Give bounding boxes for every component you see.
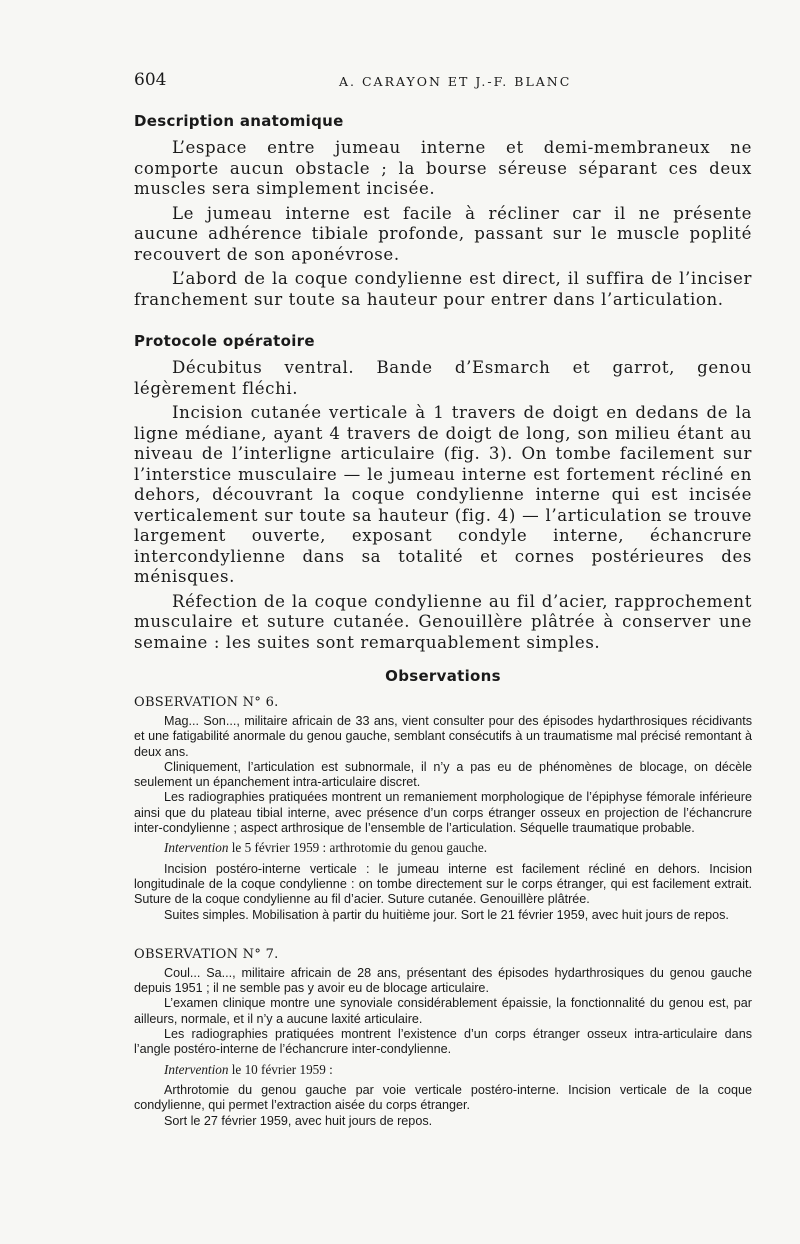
- paragraph: Coul... Sa..., militaire africain de 28 ans, présentant des épisodes hydarthrosiques du genou gauche depuis 1951 ; il ne semble pas y avoir eu de blocage articulaire.: [134, 965, 752, 996]
- observation-6: [134, 695, 752, 923]
- page: [134, 66, 752, 1129]
- heading-observations: Observations: [385, 667, 501, 685]
- section-observations: [134, 667, 752, 1129]
- paragraph: Sort le 27 février 1959, avec huit jours de repos.: [164, 1113, 433, 1128]
- paragraph: Incision postéro-interne verticale : le jumeau interne est facilement récliné en dehors. Incision longitudinale de la coque condylienne : on tombe directement sur le corps étranger, qui est facilement extrait. Suture de la coque condylienne au fil d’acier. Suture cutanée. Genouillère plâtrée.: [134, 861, 752, 907]
- page-number: 604: [134, 70, 167, 90]
- intervention-label: Intervention: [164, 840, 229, 856]
- paragraph: Décubitus ventral. Bande d’Esmarch et garrot, genou légèrement fléchi.: [134, 358, 752, 398]
- paragraph: Réfection de la coque condylienne au fil d’acier, rapprochement musculaire et suture cutanée. Genouillère plâtrée à conserver une semaine : les suites sont remarquablement simples.: [134, 591, 752, 652]
- intervention-line: [134, 840, 752, 855]
- paragraph: Les radiographies pratiquées montrent un remaniement morphologique de l’épiphyse fémorale inférieure ainsi que du plateau tibial interne, avec présence d’un corps étranger osseux en projection de l’échancrure inter-condylienne ; aspect arthrosique de l’ensemble de l’articulation. Séquelle traumatique probable.: [134, 790, 752, 836]
- paragraph: L’examen clinique montre une synoviale considérablement épaissie, la fonctionnalité du genou est, par ailleurs, normale, et il n’y a aucune laxité articulaire.: [134, 996, 752, 1026]
- intervention-label: Intervention: [164, 1061, 229, 1077]
- paragraph: L’abord de la coque condylienne est direct, il suffira de l’inciser franchement sur toute sa hauteur pour entrer dans l’articulation.: [134, 269, 752, 309]
- paragraph: Les radiographies pratiquées montrent l’existence d’un corps étranger osseux intra-articulaire dans l’angle postéro-interne de l’échancrure inter-condylienne.: [134, 1027, 752, 1057]
- heading-protocole: Protocole opératoire: [134, 332, 315, 350]
- spacer: [134, 923, 752, 937]
- observation-title: OBSERVATION N° 7.: [134, 946, 279, 962]
- heading-description: Description anatomique: [134, 112, 344, 130]
- paragraph: L’espace entre jumeau interne et demi-membraneux ne comporte aucun obstacle ; la bourse séreuse séparant ces deux muscles sera simplement incisée.: [134, 138, 752, 198]
- intervention-line: [134, 1062, 752, 1077]
- paragraph: Le jumeau interne est facile à récliner car il ne présente aucune adhérence tibiale profonde, passant sur le muscle poplité recouvert de son aponévrose.: [134, 203, 752, 264]
- paragraph: Suites simples. Mobilisation à partir du huitième jour. Sort le 21 février 1959, avec huit jours de repos.: [164, 907, 729, 922]
- observation-title: OBSERVATION N° 6.: [134, 695, 279, 710]
- paragraph: Incision cutanée verticale à 1 travers de doigt en dedans de la ligne médiane, ayant 4 travers de doigt de long, son milieu étant au niveau de l’interligne articulaire (fig. 3). On tombe facilement sur l’interstice musculaire — le jumeau interne est fortement récliné en dehors, découvrant la coque condylienne interne qui est incisée verticalement sur toute sa hauteur (fig. 4) — l’articulation se trouve largement ouverte, exposant condyle interne, échancrure intercondylienne dans sa totalité et cornes postérieures des ménisques.: [134, 403, 752, 586]
- section-protocole: [134, 332, 752, 653]
- paragraph: Mag... Son..., militaire africain de 33 ans, vient consulter pour des épisodes hydarthrosiques récidivants et une fatigabilité anormale du genou gauche, semblant consécutifs à un traumatisme mal précisé remontant à deux ans.: [134, 714, 752, 759]
- running-head: [134, 66, 752, 90]
- section-description: [134, 112, 752, 310]
- intervention-text: le 5 février 1959 : arthrotomie du genou gauche.: [228, 840, 487, 856]
- intervention-text: le 10 février 1959 :: [228, 1061, 333, 1077]
- paragraph: Cliniquement, l’articulation est subnormale, il n’y a pas eu de phénomènes de blocage, on décèle seulement un épanchement intra-articulaire discret.: [134, 759, 752, 790]
- running-title: A. CARAYON ET J.-F. BLANC: [339, 74, 572, 89]
- observation-7: [134, 947, 752, 1129]
- paragraph: Arthrotomie du genou gauche par voie verticale postéro-interne. Incision verticale de la coque condylienne, qui permet l’extraction aisée du corps étranger.: [134, 1082, 752, 1113]
